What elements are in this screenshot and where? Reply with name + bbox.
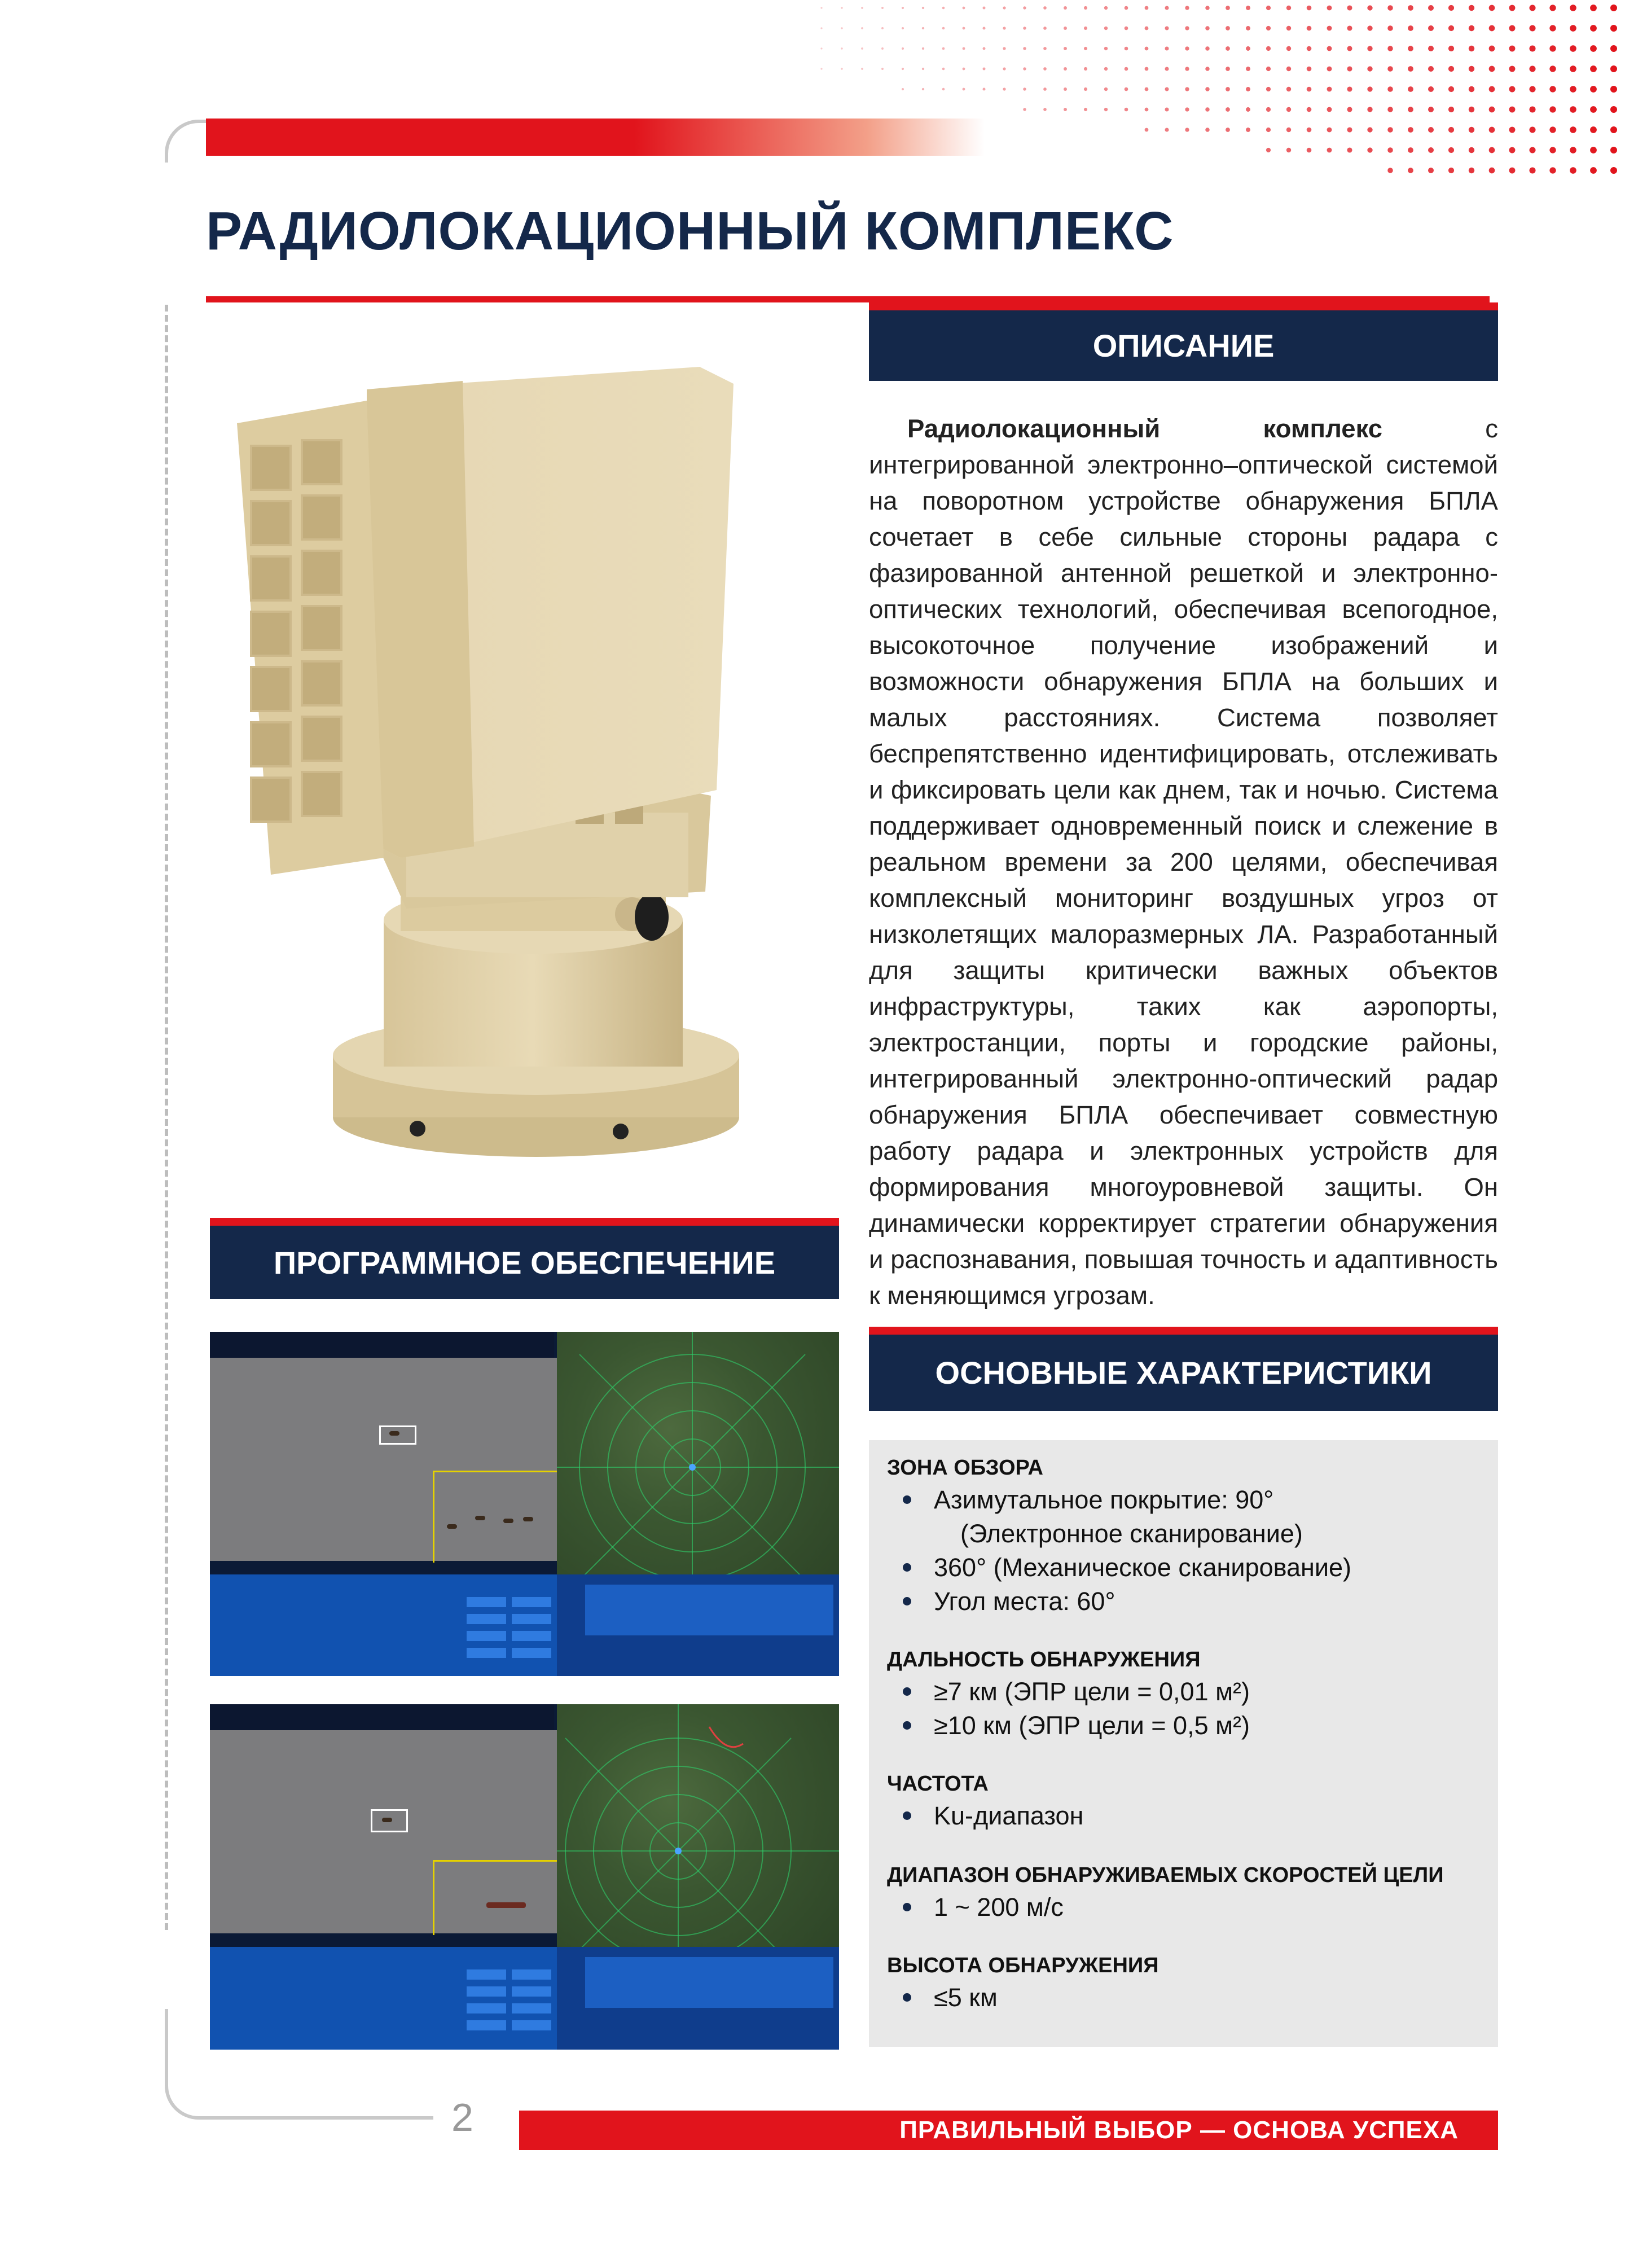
description-heading: ОПИСАНИЕ: [869, 310, 1498, 381]
spec-category-coverage: ЗОНА ОБЗОРА: [887, 1456, 1043, 1480]
spec-item: ≥7 км (ЭПР цели = 0,01 м²): [903, 1677, 1250, 1707]
title-underline: [206, 296, 1490, 302]
page-title: РАДИОЛОКАЦИОННЫЙ КОМПЛЕКС: [206, 201, 1174, 261]
description-body: с интегрированной электронно–оптической системой на поворотном устройстве обнаружения БПЛА сочетает в себе сильные стороны радара с фазированной антенной решеткой и электронно-оптических технологий, обеспечивая всепогодное, высокоточное получение изображений и возможности обнаружения БПЛА на больших и малых расстояниях. Система позволяет беспрепятственно идентифицировать, отслеживать и фиксировать цели как днем, так и ночью. Система поддерживает одновременный поиск и слежение в реальном времени за 200 целями, обеспечивая комплексный мониторинг воздушных угроз от низколетящих малоразмерных ЛА. Разработанный для защиты критически важных объектов инфраструктуры, таких как аэропорты, электростанции, порты и городские районы, интегрированный электронно-оптический радар обнаружения БПЛА обеспечивает совместную работу радара и электронных устройств для формирования многоуровневой защиты. Он динамически корректирует стратегии обнаружения и распознавания, повышая точность и адаптивность к меняющимся угрозам.: [869, 414, 1498, 1310]
specs-heading: ОСНОВНЫЕ ХАРАКТЕРИСТИКИ: [869, 1335, 1498, 1411]
radar-map: [557, 1332, 839, 1574]
spec-item: 1 ~ 200 м/с: [903, 1893, 1064, 1922]
decorative-dot-pattern: [779, 0, 1625, 192]
page-number: 2: [451, 2095, 473, 2139]
spec-category-speed: ДИАПАЗОН ОБНАРУЖИВАЕМЫХ СКОРОСТЕЙ ЦЕЛИ: [887, 1863, 1444, 1887]
frame-dashed-line: [165, 305, 168, 1930]
spec-item: Азимутальное покрытие: 90°: [903, 1485, 1273, 1515]
description-lead: Радиолокационный комплекс: [907, 414, 1383, 443]
spec-item: Ku-диапазон: [903, 1801, 1083, 1831]
spec-item: Угол места: 60°: [903, 1587, 1115, 1616]
spec-category-altitude: ВЫСОТА ОБНАРУЖЕНИЯ: [887, 1954, 1159, 1977]
camera-feed: [210, 1730, 557, 1933]
spec-item: 360° (Механическое сканирование): [903, 1553, 1351, 1582]
software-screenshot-1: [210, 1332, 839, 1676]
spec-item: ≤5 км: [903, 1983, 998, 2012]
top-accent-bar: [206, 119, 985, 156]
spec-item-note: (Электронное сканирование): [960, 1519, 1303, 1548]
spec-category-range: ДАЛЬНОСТЬ ОБНАРУЖЕНИЯ: [887, 1648, 1201, 1672]
radar-map: [557, 1704, 839, 1947]
radar-product-image: [237, 350, 801, 1185]
footer-slogan: ПРАВИЛЬНЫЙ ВЫБОР — ОСНОВА УСПЕХА: [519, 2111, 1498, 2150]
spec-item: ≥10 км (ЭПР цели = 0,5 м²): [903, 1711, 1250, 1740]
camera-feed: [210, 1358, 557, 1561]
frame-corner-top: [165, 120, 208, 163]
software-heading: ПРОГРАММНОЕ ОБЕСПЕЧЕНИЕ: [210, 1226, 839, 1299]
spec-category-frequency: ЧАСТОТА: [887, 1772, 989, 1796]
software-screenshot-2: [210, 1704, 839, 2050]
description-paragraph: [869, 411, 1498, 1314]
